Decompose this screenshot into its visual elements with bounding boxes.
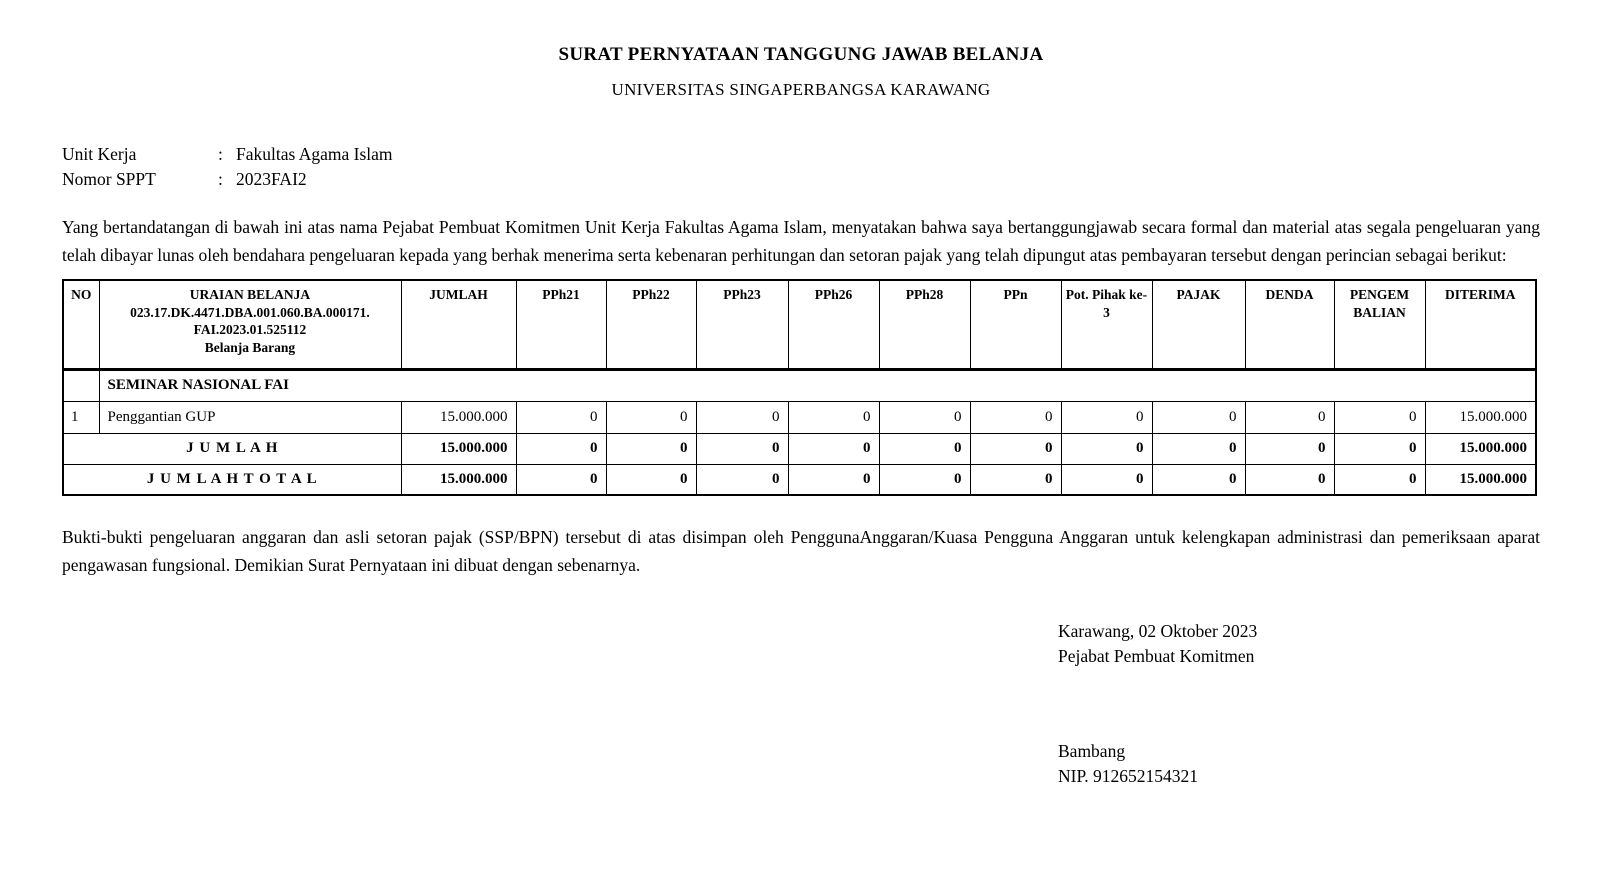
jumlah-cell-pph21: 0 (516, 433, 606, 464)
cell-pajak: 0 (1152, 401, 1245, 433)
col-header-pph21: PPh21 (516, 280, 606, 369)
table-header-row (63, 280, 1536, 369)
col-header-pot-pihak: Pot. Pihak ke-3 (1061, 280, 1152, 369)
jumlah-cell-pajak: 0 (1152, 433, 1245, 464)
jumlah-total-row (63, 464, 1536, 495)
total-cell-pot-pihak: 0 (1061, 464, 1152, 495)
uraian-header-line-4: Belanja Barang (204, 339, 296, 355)
cell-pot-pihak: 0 (1061, 401, 1152, 433)
col-header-ppn: PPn (970, 280, 1061, 369)
jumlah-total-row-label: J U M L A H T O T A L (63, 464, 401, 495)
meta-row-unit-kerja (62, 142, 1540, 167)
jumlah-cell-pph23: 0 (696, 433, 788, 464)
unit-kerja-colon: : (218, 144, 223, 164)
cell-pph22: 0 (606, 401, 696, 433)
cell-pph28: 0 (879, 401, 970, 433)
col-header-pph28: PPh28 (879, 280, 970, 369)
total-cell-pph21: 0 (516, 464, 606, 495)
col-header-pph22: PPh22 (606, 280, 696, 369)
cell-pph21: 0 (516, 401, 606, 433)
uraian-header-line-2: 023.17.DK.4471.DBA.001.060.BA.000171. (130, 304, 370, 320)
unit-kerja-value: Fakultas Agama Islam (236, 144, 393, 164)
jumlah-cell-pph22: 0 (606, 433, 696, 464)
total-cell-pph23: 0 (696, 464, 788, 495)
jumlah-cell-pengembalian: 0 (1334, 433, 1425, 464)
page-subtitle: UNIVERSITAS SINGAPERBANGSA KARAWANG (611, 80, 991, 99)
nomor-sppt-value: 2023FAI2 (236, 169, 307, 189)
col-header-jumlah: JUMLAH (401, 280, 516, 369)
col-header-pph23: PPh23 (696, 280, 788, 369)
jumlah-cell-jumlah: 15.000.000 (401, 433, 516, 464)
signature-nip: NIP. 912652154321 (1058, 766, 1199, 786)
section-no-cell (63, 369, 99, 401)
total-cell-diterima: 15.000.000 (1425, 464, 1536, 495)
jumlah-cell-pph28: 0 (879, 433, 970, 464)
cell-pengembalian: 0 (1334, 401, 1425, 433)
unit-kerja-label: Unit Kerja (62, 144, 137, 164)
total-cell-ppn: 0 (970, 464, 1061, 495)
col-header-pph26: PPh26 (788, 280, 879, 369)
signature-place-date: Karawang, 02 Oktober 2023 (1058, 621, 1258, 641)
closing-paragraph: Bukti-bukti pengeluaran anggaran dan asli setoran pajak (SSP/BPN) tersebut di atas disimpan oleh PenggunaAnggaran/Kuasa Pengguna Anggaran untuk kelengkapan administrasi dan pemeriksaan aparat pengawasan fungsional. Demikian Surat Pernyataan ini dibuat dengan sebenarnya. (62, 527, 1540, 575)
signature-name: Bambang (1058, 741, 1126, 761)
meta-row-nomor-sppt (62, 167, 1540, 192)
total-cell-jumlah: 15.000.000 (401, 464, 516, 495)
col-header-pajak: PAJAK (1152, 280, 1245, 369)
total-cell-pph28: 0 (879, 464, 970, 495)
total-cell-pph22: 0 (606, 464, 696, 495)
jumlah-row-label: J U M L A H (63, 433, 401, 464)
signature-block (1058, 619, 1540, 789)
col-header-pengembalian: PENGEM BALIAN (1334, 280, 1425, 369)
total-cell-pph26: 0 (788, 464, 879, 495)
cell-denda: 0 (1245, 401, 1334, 433)
page-title: SURAT PERNYATAAN TANGGUNG JAWAB BELANJA (558, 44, 1044, 65)
col-header-diterima: DITERIMA (1425, 280, 1536, 369)
total-cell-pajak: 0 (1152, 464, 1245, 495)
jumlah-cell-denda: 0 (1245, 433, 1334, 464)
nomor-sppt-colon: : (218, 169, 223, 189)
col-header-no: NO (63, 280, 99, 369)
signature-name-block (1058, 739, 1540, 789)
meta-block (62, 142, 1540, 192)
jumlah-row (63, 433, 1536, 464)
row-no: 1 (63, 401, 99, 433)
total-cell-pengembalian: 0 (1334, 464, 1425, 495)
cell-jumlah: 15.000.000 (401, 401, 516, 433)
table-row (63, 401, 1536, 433)
col-header-uraian (99, 280, 401, 369)
total-cell-denda: 0 (1245, 464, 1334, 495)
section-row (63, 369, 1536, 401)
cell-pph23: 0 (696, 401, 788, 433)
opening-paragraph: Yang bertandatangan di bawah ini atas nama Pejabat Pembuat Komitmen Unit Kerja Fakultas Agama Islam, menyatakan bahwa saya bertanggungjawab secara formal dan material atas segala pengeluaran yang telah dibayar lunas oleh bendahara pengeluaran kepada yang berhak menerima serta kebenaran perhitungan dan setoran pajak yang telah dipungut atas pembayaran tersebut dengan perincian sebagai berikut: (62, 217, 1540, 265)
col-header-denda: DENDA (1245, 280, 1334, 369)
cell-diterima: 15.000.000 (1425, 401, 1536, 433)
nomor-sppt-label: Nomor SPPT (62, 169, 156, 189)
section-label: SEMINAR NASIONAL FAI (99, 369, 1536, 401)
signature-role: Pejabat Pembuat Komitmen (1058, 646, 1255, 666)
cell-pph26: 0 (788, 401, 879, 433)
jumlah-cell-diterima: 15.000.000 (1425, 433, 1536, 464)
row-uraian: Penggantian GUP (99, 401, 401, 433)
jumlah-cell-pot-pihak: 0 (1061, 433, 1152, 464)
uraian-header-line-3: FAI.2023.01.525112 (193, 322, 307, 337)
jumlah-cell-pph26: 0 (788, 433, 879, 464)
uraian-header-line-1: URAIAN BELANJA (189, 287, 311, 302)
expense-table (62, 279, 1537, 496)
jumlah-cell-ppn: 0 (970, 433, 1061, 464)
cell-ppn: 0 (970, 401, 1061, 433)
